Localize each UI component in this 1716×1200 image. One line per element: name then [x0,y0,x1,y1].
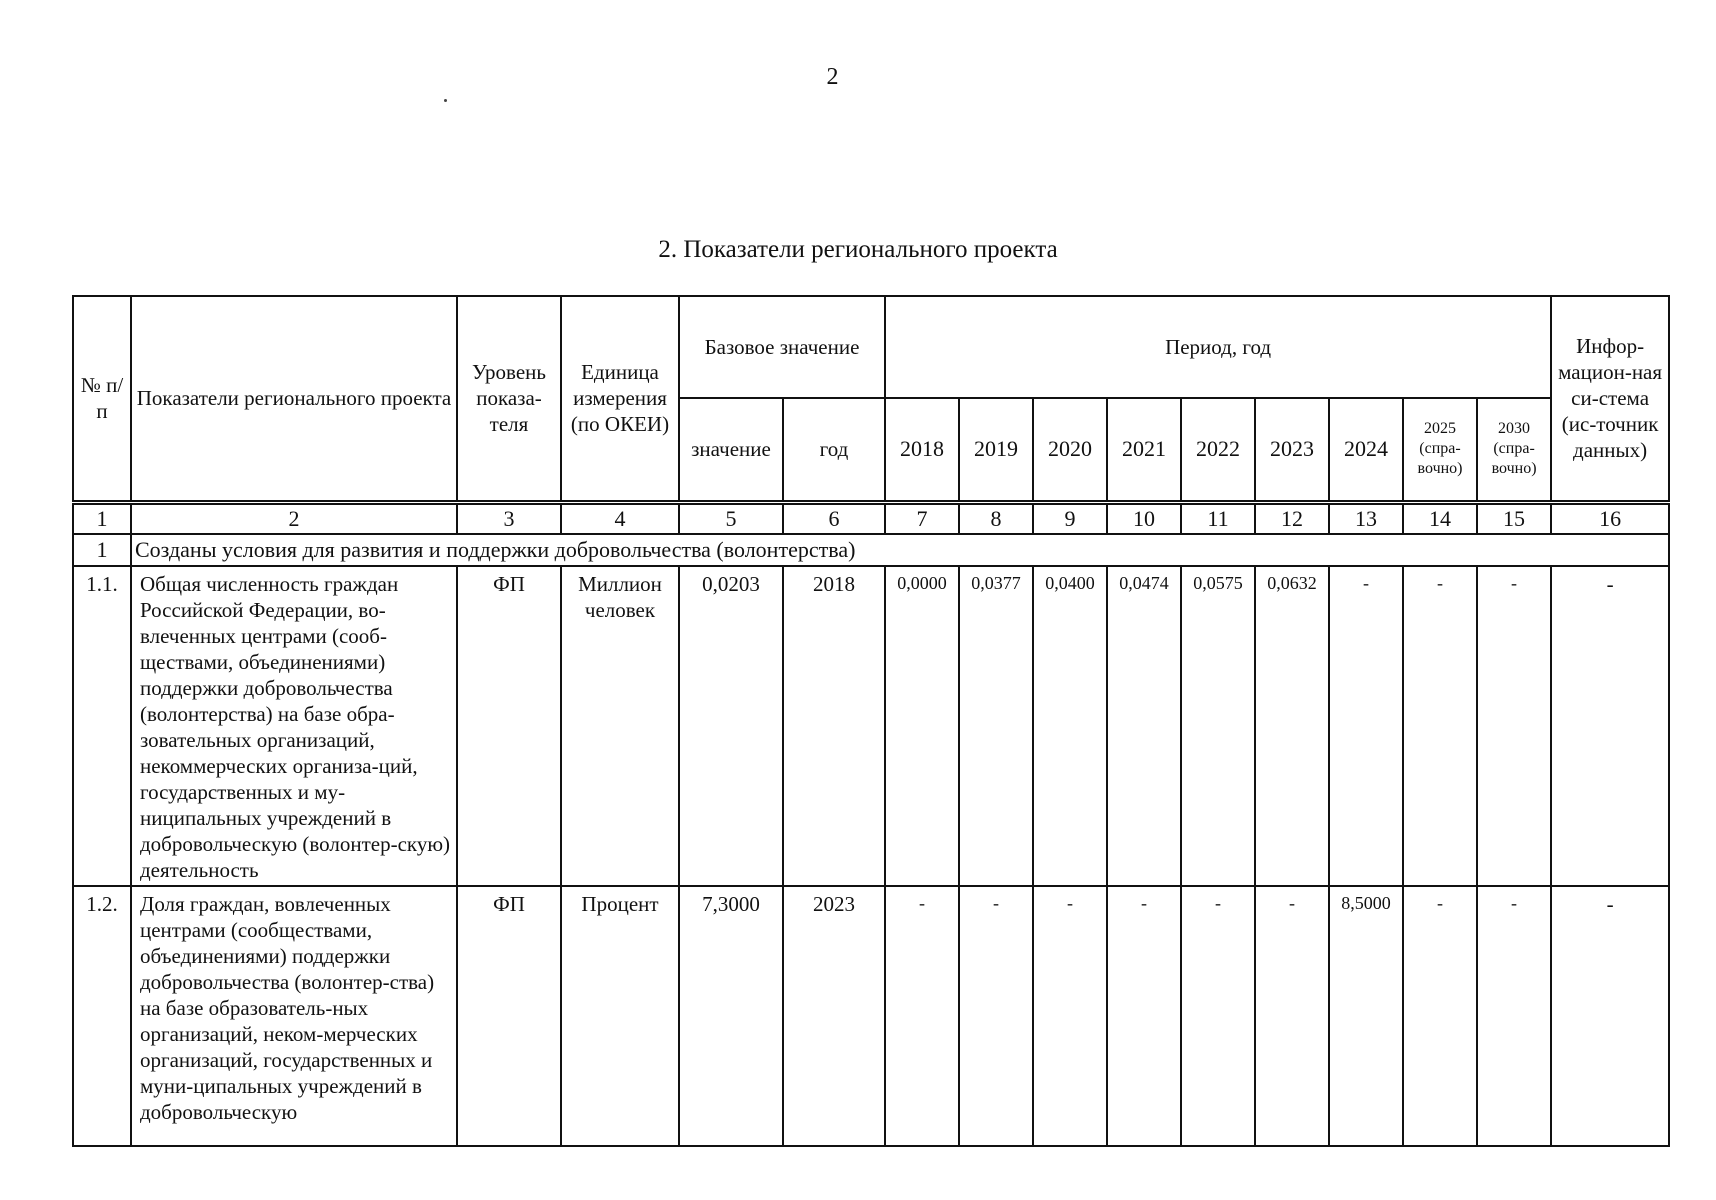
row-year-value: - [1403,886,1477,1146]
row-level: ФП [457,566,561,886]
column-number: 1 [73,502,131,534]
column-number: 16 [1551,502,1669,534]
column-number: 12 [1255,502,1329,534]
row-year-value: - [1181,886,1255,1146]
header-base-value: значение [679,398,783,502]
section-heading: Созданы условия для развития и поддержки добровольчества (волонтерства) [131,534,1669,566]
header-year: 2018 [885,398,959,502]
row-year-value: - [1107,886,1181,1146]
column-numbers-row [73,502,1669,534]
section-row [73,534,1669,566]
header-year: 2024 [1329,398,1403,502]
row-number: 1.1. [73,566,131,886]
column-number: 6 [783,502,885,534]
row-year-value: 0,0400 [1033,566,1107,886]
header-year: 2022 [1181,398,1255,502]
header-year-2025: 2025 (спра-вочно) [1403,398,1477,502]
row-base-year: 2018 [783,566,885,886]
table-row [73,566,1669,886]
row-year-value: 0,0632 [1255,566,1329,886]
row-indicator-name: Общая численность граждан Российской Федерации, во-влеченных центрами (сооб-ществами, объединениями) поддержки добровольчества (волонтерства) на базе обра-зовательных организаций, некоммерческих организа-ций, государственных и му-ниципальных учреждений в добровольческую (волонтер-скую) деятельность [131,566,457,886]
row-year-value: - [1255,886,1329,1146]
row-year-value: 8,5000 [1329,886,1403,1146]
row-indicator-name: Доля граждан, вовлеченных центрами (сообществами, объединениями) поддержки добровольчества (волонтер-ства) на базе образователь-ных организаций, неком-мерческих организаций, государственных и муни-ципальных учреждений в добровольческую [131,886,457,1146]
column-number: 15 [1477,502,1551,534]
header-year-2030: 2030 (спра-вочно) [1477,398,1551,502]
header-year: 2020 [1033,398,1107,502]
row-info-system: - [1551,886,1669,1146]
header-period-group: Период, год [885,296,1551,398]
column-number: 14 [1403,502,1477,534]
header-row-1 [73,296,1669,398]
column-number: 3 [457,502,561,534]
row-base-value: 0,0203 [679,566,783,886]
column-number: 9 [1033,502,1107,534]
header-year: 2021 [1107,398,1181,502]
indicators-table [72,295,1670,1147]
table-row [73,886,1669,1146]
column-number: 11 [1181,502,1255,534]
scan-speck [444,99,447,102]
header-info-system: Инфор-мацион-ная си-стема (ис-точник данных) [1551,296,1669,502]
row-info-system: - [1551,566,1669,886]
column-number: 5 [679,502,783,534]
header-unit: Единица измерения (по ОКЕИ) [561,296,679,502]
row-year-value: 0,0377 [959,566,1033,886]
row-unit: Процент [561,886,679,1146]
header-num: № п/п [73,296,131,502]
row-year-value: - [1477,566,1551,886]
column-number: 13 [1329,502,1403,534]
row-unit: Миллион человек [561,566,679,886]
header-indicator: Показатели регионального проекта [131,296,457,502]
row-year-value: 0,0575 [1181,566,1255,886]
header-level: Уровень показа-теля [457,296,561,502]
row-year-value: - [1403,566,1477,886]
row-year-value: - [959,886,1033,1146]
column-number: 4 [561,502,679,534]
row-year-value: - [1033,886,1107,1146]
column-number: 2 [131,502,457,534]
column-number: 8 [959,502,1033,534]
row-year-value: 0,0474 [1107,566,1181,886]
header-year: 2023 [1255,398,1329,502]
column-number: 10 [1107,502,1181,534]
row-base-value: 7,3000 [679,886,783,1146]
header-base-year: год [783,398,885,502]
row-number: 1.2. [73,886,131,1146]
row-year-value: - [1477,886,1551,1146]
row-level: ФП [457,886,561,1146]
header-base-group: Базовое значение [679,296,885,398]
row-year-value: 0,0000 [885,566,959,886]
column-number: 7 [885,502,959,534]
page-number: 2 [826,64,839,90]
row-base-year: 2023 [783,886,885,1146]
header-year: 2019 [959,398,1033,502]
row-year-value: - [1329,566,1403,886]
row-year-value: - [885,886,959,1146]
section-title: 2. Показатели регионального проекта [658,236,1058,263]
section-number: 1 [73,534,131,566]
